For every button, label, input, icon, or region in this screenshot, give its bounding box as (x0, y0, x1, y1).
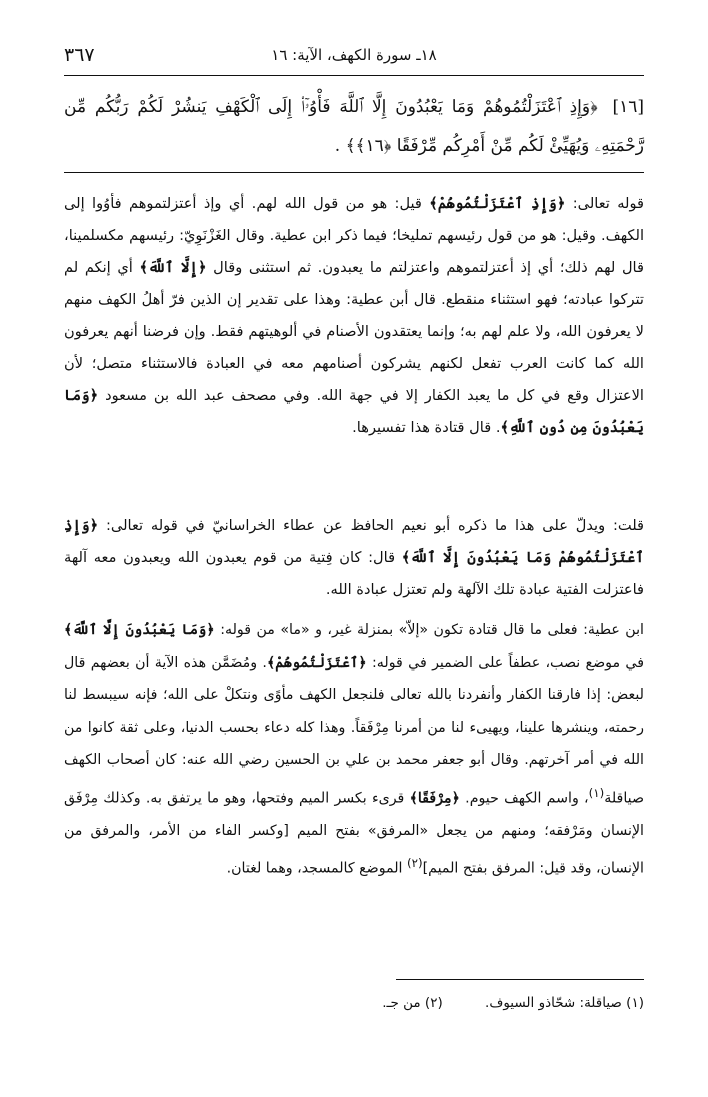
quran-quote: ﴿إِلَّا ٱللَّهَ﴾ (139, 259, 207, 276)
footnote-ref-1: (١) (588, 785, 605, 800)
paragraph-1 (64, 188, 644, 444)
page-header (64, 44, 644, 72)
paragraph-2 (64, 510, 644, 606)
text-run: الموضع كالمسجد، وهما لغتان. (226, 860, 408, 877)
quran-quote: ﴿وَمَا يَعْبُدُونَ إِلَّا ٱللَّهَ﴾ (64, 622, 215, 638)
text-run: قلت: ويدلّ على هذا ما ذكره أبو نعيم الحافظ عن عطاء الخراسانيّ في قوله تعالى: (98, 517, 644, 534)
text-run: أي إنكم لم تتركوا عبادته؛ فهو استثناء منقطع. قال أبن عطية: وهذا على تقدير إن الذين فرّ أهلُ الكهف منهم لا يعرفون الله، ولا علم لهم به؛ وإنما يعتقدون الأصنام في ألوهيتهم فقط. وإن فرضنا أنهم يعرفون الله كما كانت العرب تفعل لكنهم يشركون أصنامهم معه في العبادة فالاستثناء متصل؛ لأن الاعتزال وقع في كل ما يعبد الكفار إلا في جهة الله. وفي مصحف عبد الله بن مسعود (64, 259, 644, 404)
text-run: ، واسم الكهف حيوم. (459, 790, 589, 807)
quran-quote: ﴿وَمَا يَعْبُدُونَ مِن دُونِ ٱللَّهِ﴾ (64, 387, 644, 436)
text-run: . ومُضَمَّن هذه الآية أن بعضهم قال لبعض: إذا فارقنا الكفار وأنفردنا بالله تعالى فلنجعل الكهف مأوًى ونتكلْ على الله؛ فإنه سيبسط لنا رحمته، وينشرها علينا، ويهيىء لنا من أمرنا مِرْفَقاً. وهذا كله دعاء بحسب الدنيا، وعلى ثقة كانوا من الله في أمر آخرتهم. وقال أبو جعفر محمد بن علي بن الحسين رضي الله عنه: كان أصحاب الكهف صياقلة (64, 654, 644, 807)
text-run: . قال قتادة هذا تفسيرها. (352, 419, 501, 436)
quran-quote: ﴿مِرْفَقًا﴾ (409, 790, 460, 807)
text-run: ابن عطية: فعلى ما قال قتادة تكون «إلاّ» بمنزلة غير، و «ما» من قوله: (214, 622, 644, 638)
text-run: قال: كان فِتية من قوم يعبدون الله ويعبدون معه آلهة فاعتزلت الفتية عبادة تلك الآلهة ولم تعتزل عبادة الله. (64, 549, 644, 598)
text-run: قيل: هو من قول الله لهم. أي وإذ أعتزلتموهم فأوُوا إلى الكهف. وقيل: هو من قول رئيسهم تمليخا؛ فيما ذكر ابن عطية. وقال الغَزْنَوِيّ: رئيسهم مكسلمينا، قال لهم ذلك؛ أي إذ أعتزلتموهم واعتزلتم ما يعبدون. ثم استثنى وقال (64, 195, 644, 276)
quran-quote: ﴿وَإِذِ ٱعْتَزَلْتُمُوهُمْ وَمَا يَعْبُدُونَ إِلَّا ٱللَّهَ﴾ (64, 517, 644, 566)
footnotes (64, 992, 644, 1014)
quran-verse (64, 88, 644, 166)
footnote-1: (١) صياقلة: شحّاذو السيوف. (485, 995, 644, 1011)
verse-divider (64, 172, 644, 173)
header-divider (64, 75, 644, 76)
quran-quote: ﴿وَإِذِ ٱعْتَزَلْتُمُوهُمْ﴾ (429, 195, 566, 212)
text-run: في موضع نصب، عطفاً على الضمير في قوله: (366, 654, 644, 671)
footnote-divider (396, 979, 644, 980)
text-run: قرىء بكسر الميم وفتحها، وهو ما يرتفق به. وكذلك مِرْفَق الإنسان ومَرْفقه؛ ومنهم من يجعل «المرفق» بفتح الميم [وكسر الفاء من الأمر، والمرفق من الإنسان، وقد قيل: المرفق بفتح الميم] (64, 790, 644, 877)
running-title: ١٨ـ سورة الكهف، الآية: ١٦ (271, 46, 437, 64)
verse-text: ﴿وَإِذِ ٱعْتَزَلْتُمُوهُمْ وَمَا يَعْبُدُونَ إِلَّا ٱللَّهَ فَأْوُۥٓا۟ إِلَى ٱلْكَهْفِ يَنشُرْ لَكُمْ رَبُّكُم مِّن رَّحْمَتِهِۦ وَيُهَيِّئْ لَكُم مِّنْ أَمْرِكُم مِّرْفَقًا ﴿١٦﴾﴾ . (64, 97, 644, 156)
page-number: ٣٦٧ (64, 44, 95, 66)
text-run: قوله تعالى: (565, 195, 644, 212)
footnote-ref-2: (٢) (407, 856, 423, 871)
verse-number: [١٦] (612, 97, 645, 117)
footnote-2: (٢) من جـ. (382, 995, 443, 1011)
quran-quote: ﴿ٱعْتَزَلْتُمُوهُمْ﴾ (266, 654, 367, 671)
paragraph-3 (64, 614, 644, 885)
